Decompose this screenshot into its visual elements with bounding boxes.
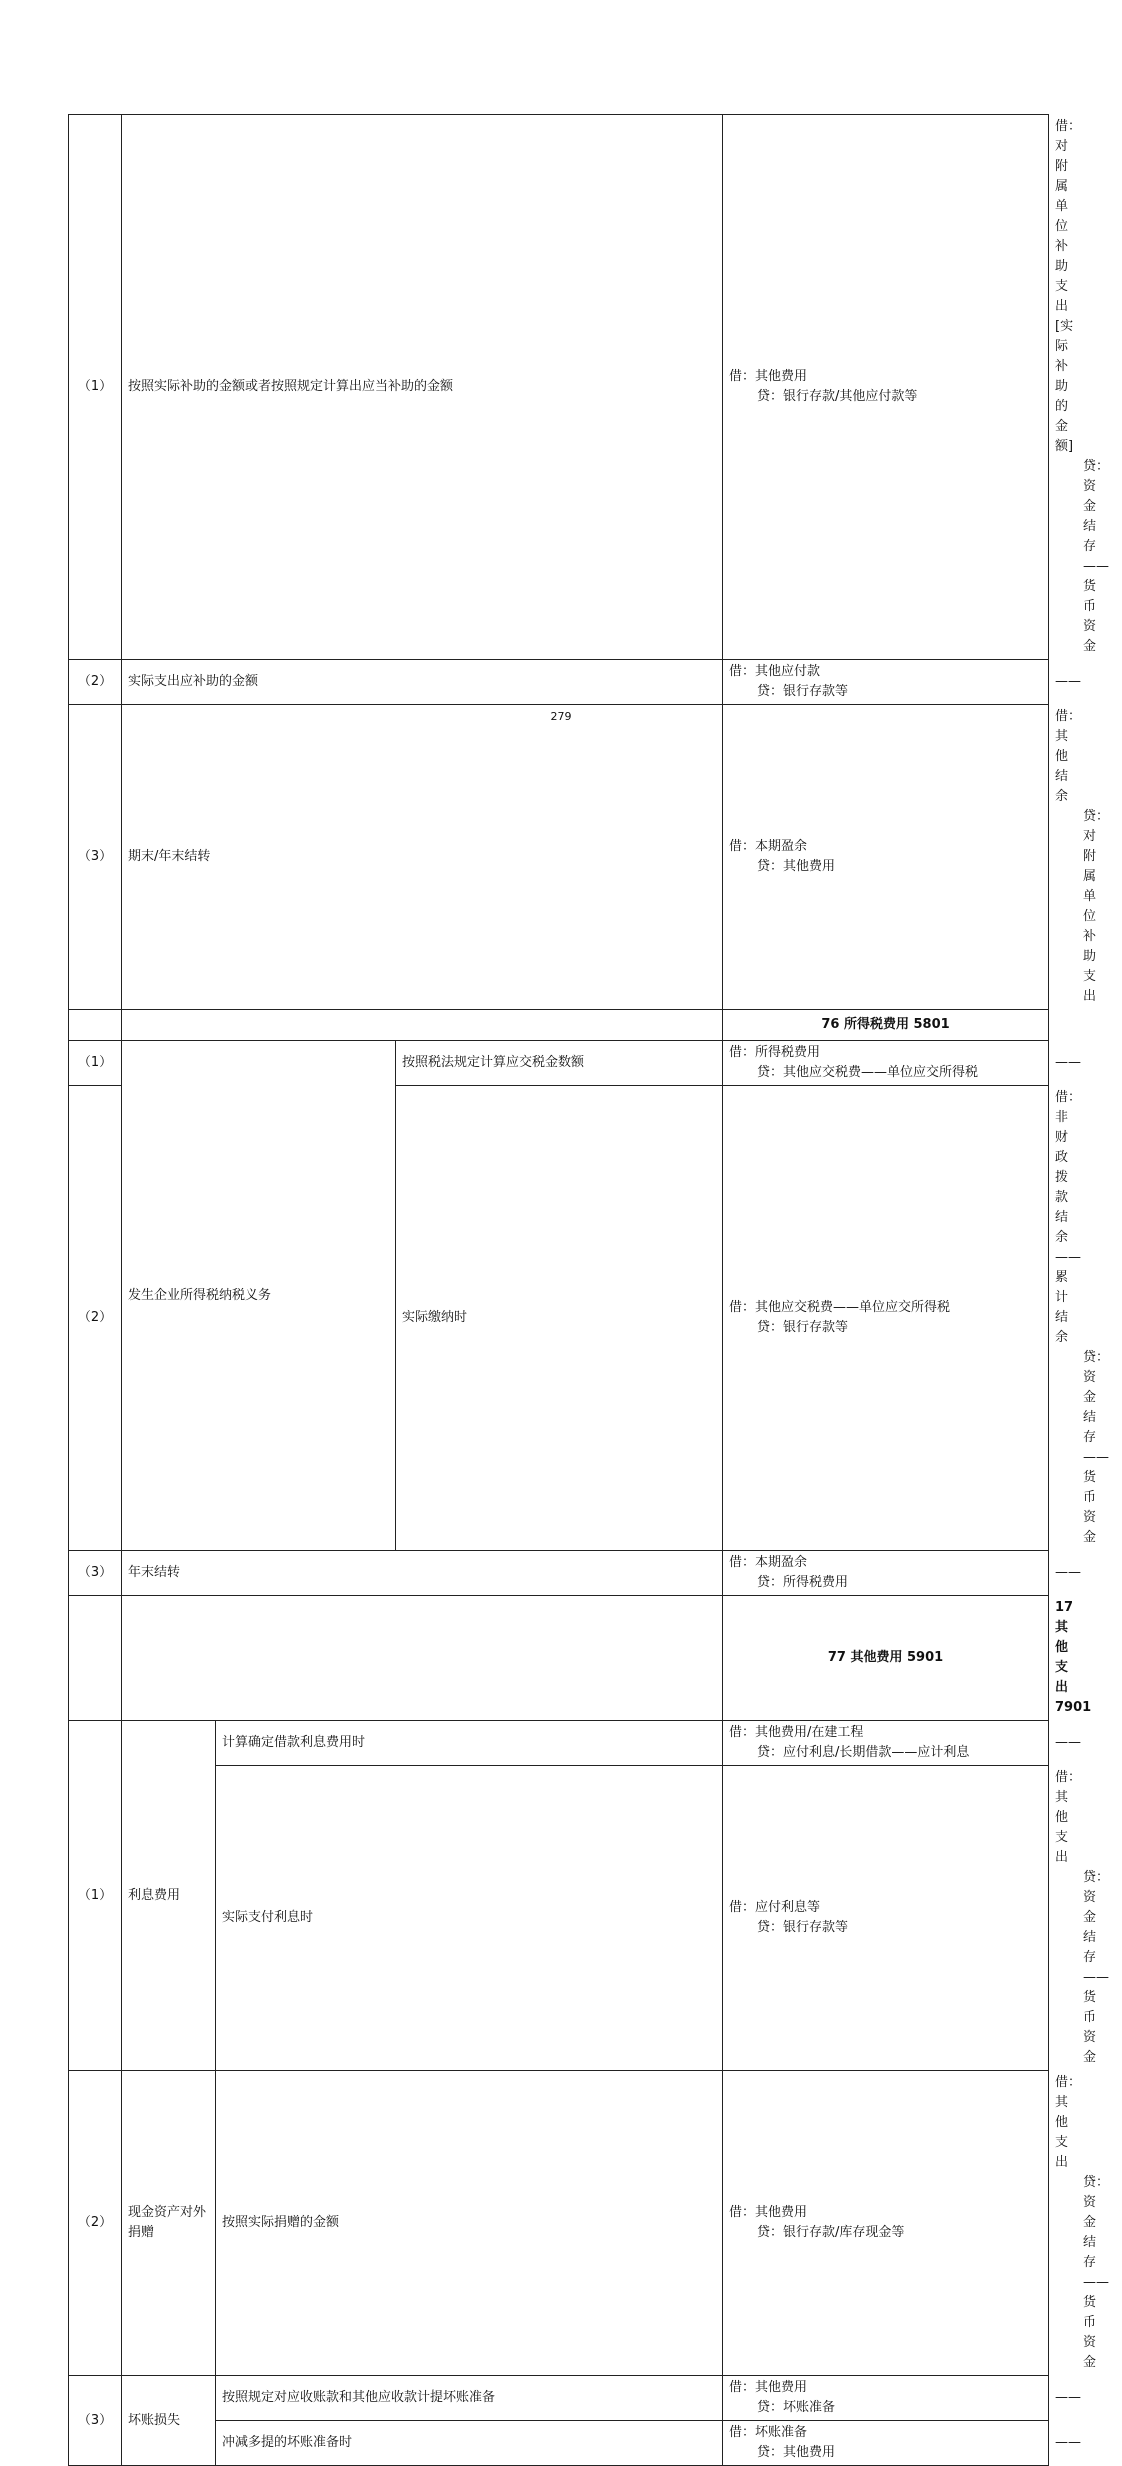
section-title: 76 所得税费用 5801: [723, 1010, 1049, 1041]
empty-cell: [122, 1010, 723, 1041]
section-header-row: [69, 1010, 1049, 1041]
financial-entry: [723, 1086, 1049, 1551]
debit-line: 借：其他应付款: [729, 664, 821, 679]
row-number: （1）: [69, 1041, 122, 1086]
debit-line: 借：本期盈余: [729, 1555, 808, 1570]
debit-line: 借：坏账准备: [729, 2425, 808, 2440]
empty-cell: [69, 1010, 122, 1041]
row-number: （2）: [69, 2071, 122, 2376]
credit-line: 贷：其他应交税费——单位应交所得税: [757, 1065, 979, 1080]
credit-line: 贷：对附属单位补助支出: [1083, 809, 1110, 1004]
row-number: （2）: [69, 1086, 122, 1551]
row-group-label: 现金资产对外捐赠: [122, 2071, 216, 2376]
row-description: 按照规定对应收账款和其他应收款计提坏账准备: [216, 2376, 723, 2421]
credit-line: 贷：银行存款/库存现金等: [757, 2225, 905, 2240]
row-description: 冲减多提的坏账准备时: [216, 2421, 723, 2466]
row-description: 实际缴纳时: [396, 1086, 723, 1551]
table-row: （1） 发生企业所得税纳税义务 按照税法规定计算应交税金数额 借：所得税费用 贷：其他应交税费——单位应交所得税 ——: [69, 1041, 1049, 1086]
debit-line: 借：其他费用/在建工程: [729, 1725, 864, 1740]
financial-entry: [723, 1721, 1049, 1766]
row-description: 期末/年末结转: [122, 705, 723, 1010]
table-row: 冲减多提的坏账准备时 借：坏账准备 贷：其他费用 ——: [69, 2421, 1049, 2466]
row-number: （1）: [69, 1721, 122, 2071]
financial-entry: [723, 1041, 1049, 1086]
financial-entry: [723, 2376, 1049, 2421]
credit-line: 贷：坏账准备: [757, 2400, 836, 2415]
credit-line: 贷：应付利息/长期借款——应计利息: [757, 1745, 970, 1760]
row-description: 实际支付利息时: [216, 1766, 723, 2071]
credit-line: 贷：银行存款等: [757, 1920, 849, 1935]
credit-line: 贷：资金结存——货币资金: [1083, 459, 1110, 654]
section-title: 77 其他费用 5901: [723, 1596, 1049, 1721]
table-row: （3） 期末/年末结转 借：本期盈余 贷：其他费用 借：其他结余 贷：对附属单位补助支出: [69, 705, 1049, 1010]
credit-line: 贷：其他费用: [757, 859, 836, 874]
section-header-row: 77 其他费用 5901 17 其他支出 7901: [69, 1596, 1049, 1721]
table-row: （2） 现金资产对外捐赠 按照实际捐赠的金额 借：其他费用 贷：银行存款/库存现金等 借：其他支出 贷：资金结存——货币资金: [69, 2071, 1049, 2376]
empty-cell: [69, 1596, 122, 1721]
debit-line: 借：其他应交税费——单位应交所得税: [729, 1300, 951, 1315]
row-group-label: 发生企业所得税纳税义务: [122, 1041, 396, 1551]
row-number: （3）: [69, 2376, 122, 2466]
table-row: （3） 年末结转 借：本期盈余 贷：所得税费用 ——: [69, 1551, 1049, 1596]
financial-entry: [723, 705, 1049, 1010]
debit-line: 借：其他费用: [729, 2205, 808, 2220]
row-description: 按照税法规定计算应交税金数额: [396, 1041, 723, 1086]
row-number: （1）: [69, 115, 122, 660]
table-row: （3） 坏账损失 按照规定对应收账款和其他应收款计提坏账准备 借：其他费用 贷：坏账准备 ——: [69, 2376, 1049, 2421]
credit-line: 贷：资金结存——货币资金: [1083, 1350, 1110, 1545]
debit-line: 借：本期盈余: [729, 839, 808, 854]
credit-line: 贷：其他费用: [757, 2445, 836, 2460]
row-description: 实际支出应补助的金额: [122, 660, 723, 705]
debit-line: 借：所得税费用: [729, 1045, 821, 1060]
table-row: （1） 按照实际补助的金额或者按照规定计算出应当补助的金额 借：其他费用 贷：银行存款/其他应付款等 借：对附属单位补助支出[实际补助的金额] 贷：资金结存——货币资金: [69, 115, 1049, 660]
empty-cell: [122, 1596, 723, 1721]
credit-line: 贷：银行存款等: [757, 1320, 849, 1335]
debit-line: 借：其他费用: [729, 2380, 808, 2395]
table-row: （2） 实际缴纳时 借：其他应交税费——单位应交所得税 贷：银行存款等 借：非财政拨款结余——累计结余 贷：资金结存——货币资金: [69, 1086, 1049, 1551]
table-row: 实际支付利息时 借：应付利息等 贷：银行存款等 借：其他支出 贷：资金结存——货币资金: [69, 1766, 1049, 2071]
financial-entry: [723, 1551, 1049, 1596]
row-number: （3）: [69, 1551, 122, 1596]
credit-line: 贷：银行存款等: [757, 684, 849, 699]
table-row: （1） 利息费用 计算确定借款利息费用时 借：其他费用/在建工程 贷：应付利息/长期借款——应计利息 ——: [69, 1721, 1049, 1766]
row-group-label: 利息费用: [122, 1721, 216, 2071]
row-group-label: 坏账损失: [122, 2376, 216, 2466]
credit-line: 贷：资金结存——货币资金: [1083, 1870, 1110, 2065]
table-row: （2） 实际支出应补助的金额 借：其他应付款 贷：银行存款等 ——: [69, 660, 1049, 705]
financial-entry: [723, 660, 1049, 705]
credit-line: 贷：银行存款/其他应付款等: [757, 389, 918, 404]
row-description: 按照实际捐赠的金额: [216, 2071, 723, 2376]
financial-entry: [723, 1766, 1049, 2071]
financial-entry: [723, 115, 1049, 660]
row-description: 按照实际补助的金额或者按照规定计算出应当补助的金额: [122, 115, 723, 660]
row-number: （2）: [69, 660, 122, 705]
row-description: 年末结转: [122, 1551, 723, 1596]
ledger-table: [68, 114, 1110, 2466]
debit-line: 借：其他费用: [729, 369, 808, 384]
financial-entry: [723, 2071, 1049, 2376]
page-number: 279: [550, 710, 572, 723]
row-number: （3）: [69, 705, 122, 1010]
credit-line: 贷：所得税费用: [757, 1575, 849, 1590]
financial-entry: [723, 2421, 1049, 2466]
row-description: 计算确定借款利息费用时: [216, 1721, 723, 1766]
credit-line: 贷：资金结存——货币资金: [1083, 2175, 1110, 2370]
debit-line: 借：应付利息等: [729, 1900, 821, 1915]
